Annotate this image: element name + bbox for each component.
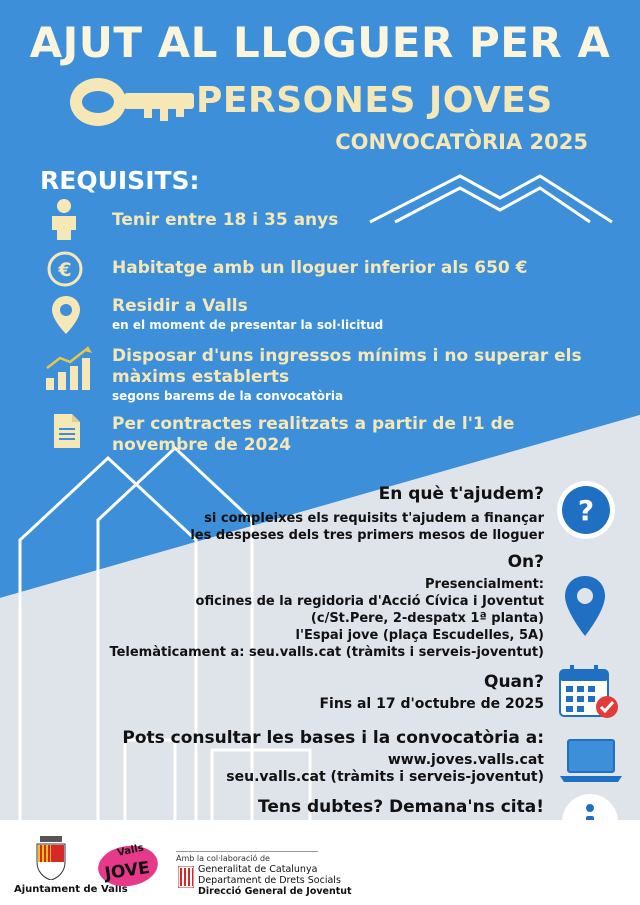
help-heading: En què t'ajudem? [378, 484, 544, 504]
calendar-icon [558, 664, 620, 720]
bases-line-2: seu.valls.cat (tràmits i serveis-joventut) [226, 769, 544, 785]
svg-text:Valls: Valls [116, 842, 145, 859]
key-icon [68, 74, 198, 130]
requirement-4 [112, 346, 582, 404]
contact-heading: Tens dubtes? Demana'ns cita! [257, 797, 544, 817]
title-line-1: AJUT AL LLOGUER PER A [29, 18, 611, 67]
requirement-4-text: Disposar d'uns ingressos mínims i no superar els màxims establerts [112, 346, 582, 387]
ajuntament-shield-logo [34, 836, 68, 880]
help-line-1: si compleixes els requisits t'ajudem a finançar [204, 511, 544, 526]
generalitat-line-1: Generalitat de Catalunya [198, 864, 318, 875]
generalitat-line-2: Departament de Drets Socials [198, 875, 341, 886]
svg-text:?: ? [577, 494, 595, 527]
when-heading: Quan? [484, 672, 544, 692]
help-section [94, 484, 544, 544]
footer-divider [176, 851, 318, 852]
title-line-3: CONVOCATÒRIA 2025 [335, 130, 588, 154]
bases-line-1: www.joves.valls.cat [387, 752, 544, 768]
laptop-icon [558, 738, 624, 784]
question-badge [557, 481, 615, 539]
where-line-1: oficines de la regidoria d'Acció Cívica i Joventut [195, 594, 544, 609]
valls-jove-logo [96, 838, 160, 890]
requirement-3-subtext: en el moment de presentar la sol·licitud [112, 318, 384, 332]
generalitat-line-3: Direcció General de Joventut [198, 886, 352, 897]
ajuntament-name: Ajuntament de Valls [14, 884, 128, 895]
requirement-4-subtext: segons barems de la convocatòria [112, 389, 344, 403]
generalitat-logo [178, 866, 194, 888]
requirement-1 [112, 210, 592, 231]
question-icon [557, 481, 615, 539]
requirement-3-text: Residir a Valls [112, 296, 248, 316]
requirement-3 [112, 296, 592, 333]
bases-section [84, 728, 544, 786]
where-line-2: (c/St.Pere, 2-despatx 1ª planta) [310, 611, 544, 626]
when-section [144, 672, 544, 713]
generalitat-text [198, 864, 352, 897]
when-line-1: Fins al 17 d'octubre de 2025 [319, 696, 544, 712]
requirement-1-text: Tenir entre 18 i 35 anys [112, 210, 339, 230]
svg-text:JOVE: JOVE [103, 858, 152, 885]
where-line-3: l'Espai jove (plaça Escudelles, 5A) [295, 628, 544, 643]
document-icon [52, 412, 82, 450]
person-icon [46, 198, 82, 240]
bases-heading: Pots consultar les bases i la convocatòria a: [122, 728, 544, 748]
location-pin-icon [50, 294, 82, 336]
where-heading: On? [507, 552, 544, 572]
where-in-person-label: Presencialment: [425, 577, 544, 592]
where-online: Telemàticament a: seu.valls.cat (tràmits i serveis-joventut) [109, 645, 544, 660]
title-line-2: PERSONES JOVES [196, 80, 553, 121]
growth-chart-icon [44, 344, 94, 392]
requirement-5-text: Per contractes realitzats a partir de l'1 de novembre de 2024 [112, 414, 515, 455]
euro-icon [46, 250, 84, 288]
requirements-heading: REQUISITS: [40, 166, 200, 195]
where-section [64, 552, 544, 661]
collaboration-label: Amb la col·laboració de [176, 854, 270, 863]
requirement-5 [112, 414, 532, 456]
svg-text:€: € [58, 259, 72, 281]
help-line-2: les despeses dels tres primers mesos de lloguer [190, 528, 544, 543]
requirement-2-text: Habitatge amb un lloguer inferior als 650 € [112, 258, 528, 278]
map-pin-icon [562, 574, 608, 638]
requirement-2 [112, 258, 612, 279]
